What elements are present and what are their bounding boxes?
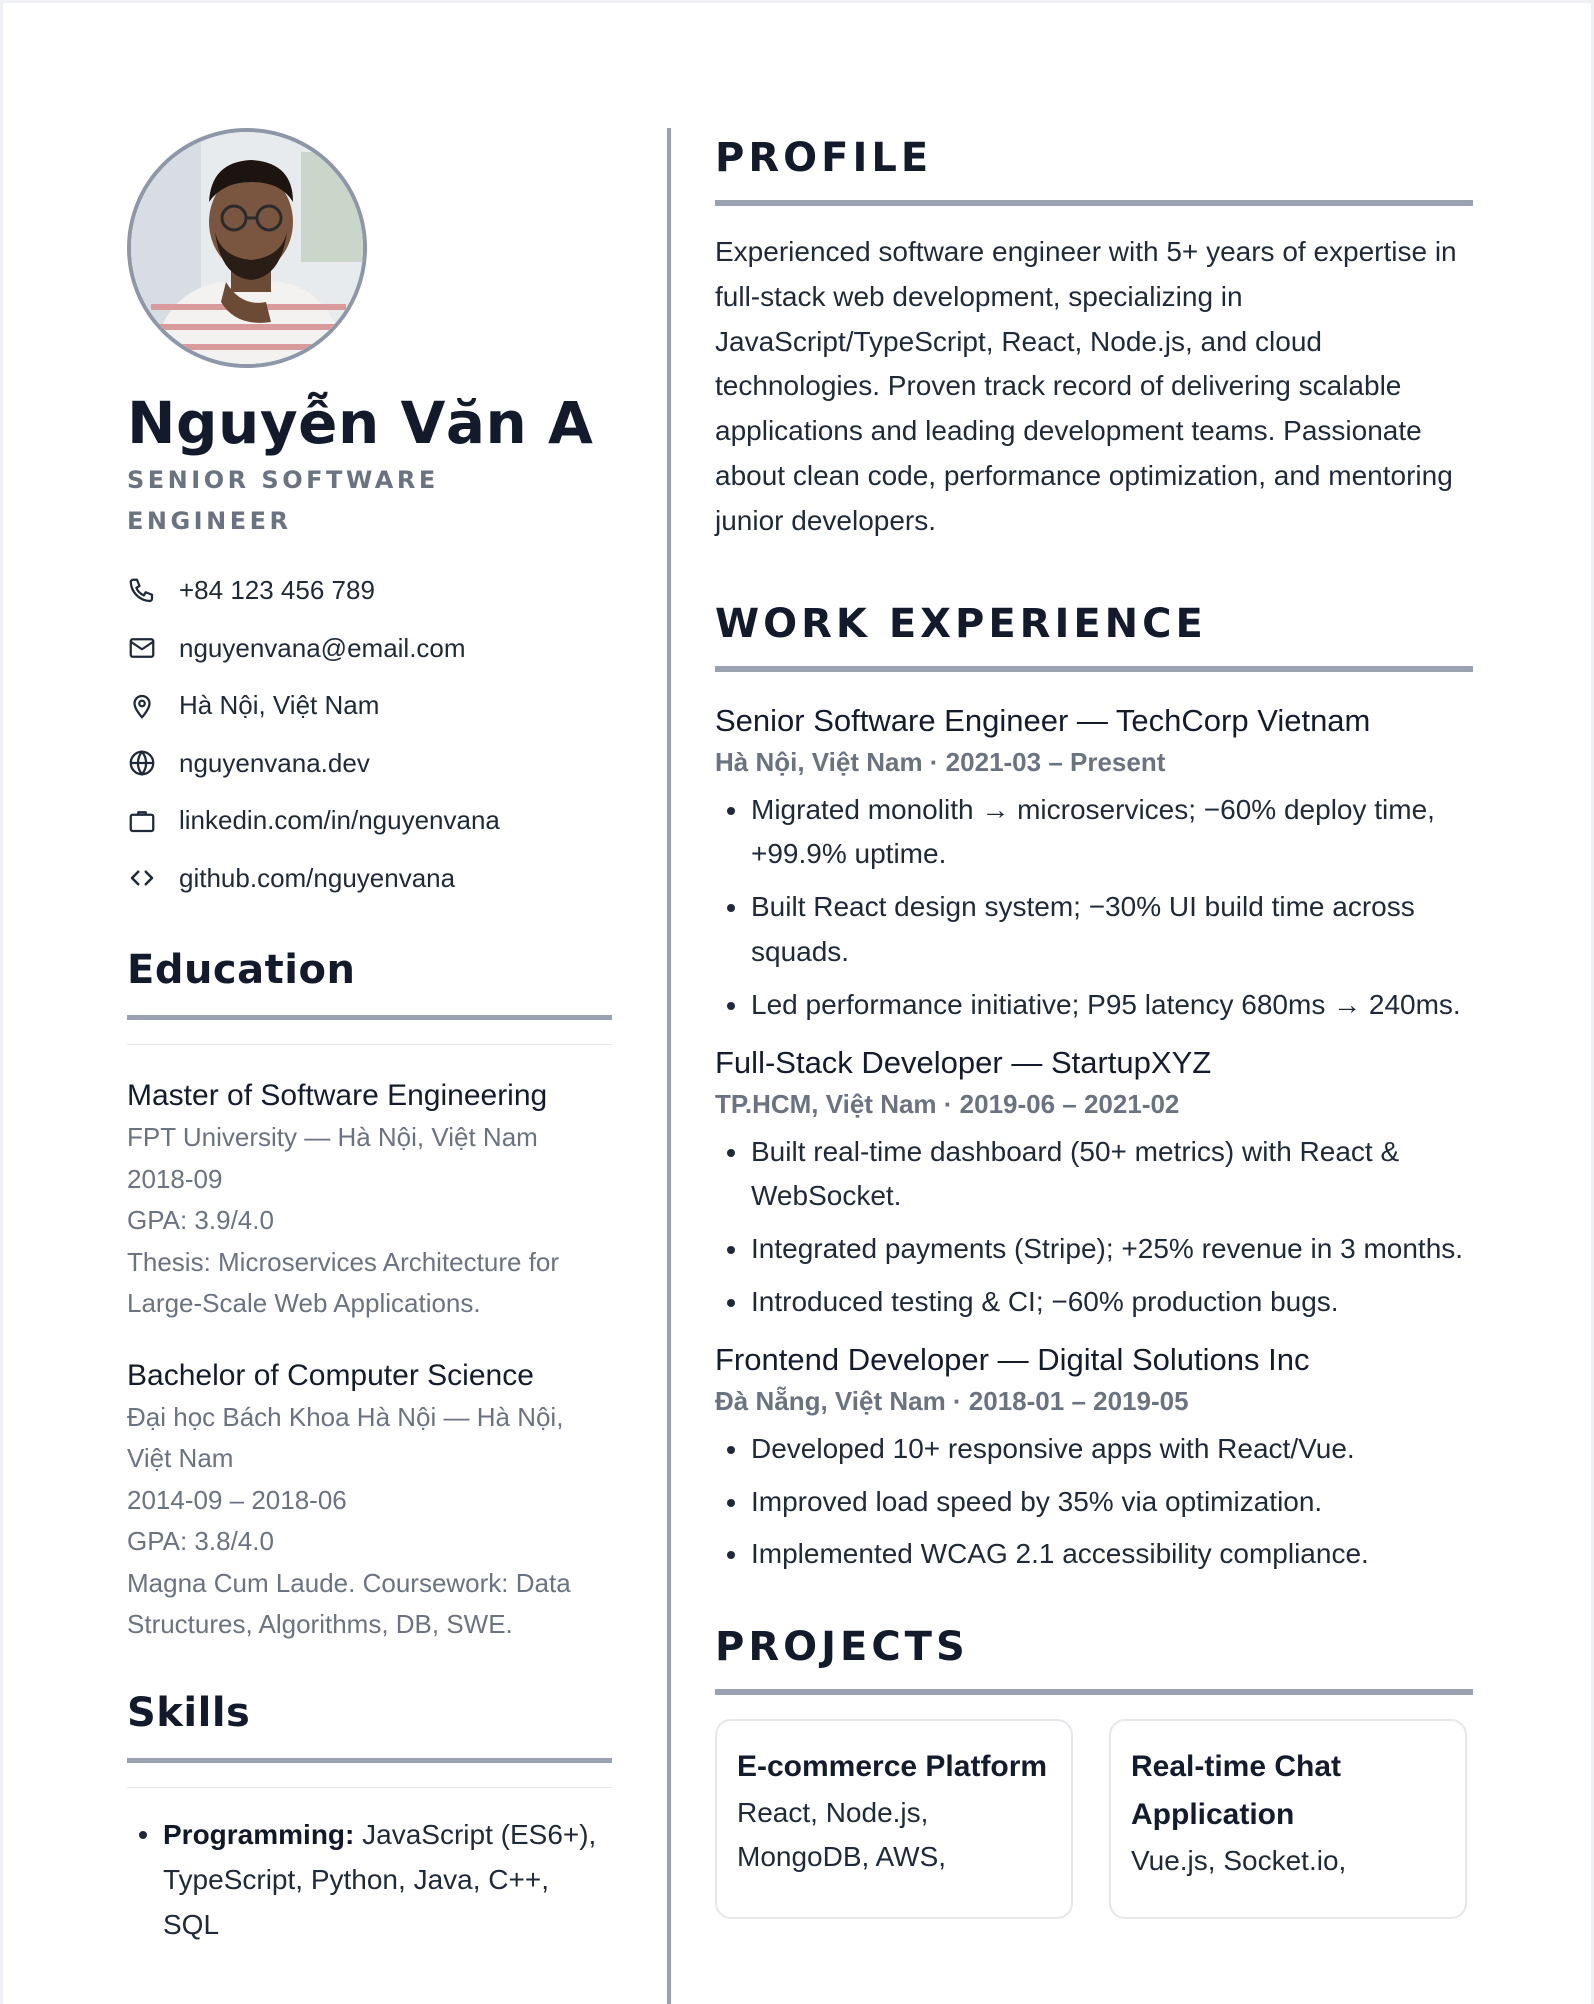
profile-photo xyxy=(127,128,367,368)
full-name: Nguyễn Văn A xyxy=(127,389,594,457)
job-title: SENIOR SOFTWARE ENGINEER xyxy=(127,466,439,535)
contact-text: +84 123 456 789 xyxy=(179,575,375,606)
job-bullet: Migrated monolith → microservices; −60% deploy time, +99.9% uptime. xyxy=(715,788,1473,878)
edu-gpa: GPA: 3.8/4.0 xyxy=(127,1526,274,1556)
mail-icon xyxy=(127,633,157,663)
profile-heading: PROFILE xyxy=(715,135,933,181)
project-name: Real-time Chat Application xyxy=(1131,1750,1342,1832)
contact-list xyxy=(127,562,612,907)
edu-note: Magna Cum Laude. Coursework: Data Structures, Algorithms, DB, SWE. xyxy=(127,1567,571,1639)
section-rule xyxy=(715,666,1473,672)
section-rule xyxy=(127,1015,612,1020)
edu-school: FPT University — Hà Nội, Việt Nam xyxy=(127,1122,538,1152)
job-bullet: Integrated payments (Stripe); +25% revenue in 3 months. xyxy=(715,1227,1473,1272)
job-bullet: Built React design system; −30% UI build time across squads. xyxy=(715,885,1473,975)
job-bullets xyxy=(715,1130,1473,1325)
left-column xyxy=(127,128,612,1947)
location-pin-icon xyxy=(127,691,157,721)
skills-list xyxy=(127,1812,612,1947)
project-card xyxy=(715,1719,1073,1919)
contact-website[interactable] xyxy=(127,735,612,793)
contact-text: Hà Nội, Việt Nam xyxy=(179,690,380,721)
job-bullets xyxy=(715,788,1473,1028)
job-entry xyxy=(715,700,1473,1028)
contact-text: github.com/nguyenvana xyxy=(179,862,456,893)
project-tech: React, Node.js, MongoDB, AWS, xyxy=(737,1797,947,1873)
project-tech: Vue.js, Socket.io, xyxy=(1131,1845,1347,1877)
skill-item xyxy=(127,1812,612,1947)
resume-page xyxy=(3,3,1591,2004)
skills-heading: Skills xyxy=(127,1689,251,1736)
skill-label: Programming: xyxy=(163,1818,355,1850)
job-bullet: Led performance initiative; P95 latency 680ms → 240ms. xyxy=(715,983,1473,1028)
edu-school: Đại học Bách Khoa Hà Nội — Hà Nội, Việt Nam xyxy=(127,1401,564,1473)
job-role: Full-Stack Developer — StartupXYZ xyxy=(715,1044,1212,1080)
edu-dates: 2014-09 – 2018-06 xyxy=(127,1484,347,1515)
edu-degree: Bachelor of Computer Science xyxy=(127,1358,534,1392)
column-divider xyxy=(667,128,671,2004)
projects-heading: PROJECTS xyxy=(715,1624,969,1671)
job-bullet: Introduced testing & CI; −60% production bugs. xyxy=(715,1280,1473,1325)
education-heading: Education xyxy=(127,947,356,993)
project-name: E-commerce Platform xyxy=(737,1750,1048,1784)
education-item xyxy=(127,1355,612,1646)
job-meta: TP.HCM, Việt Nam · 2019-06 – 2021-02 xyxy=(715,1088,1180,1119)
job-bullet: Implemented WCAG 2.1 accessibility compliance. xyxy=(715,1532,1473,1577)
skill-value: JavaScript (ES6+), TypeScript, Python, Java, C++, SQL xyxy=(163,1818,597,1940)
globe-icon xyxy=(127,748,157,778)
section-rule xyxy=(127,1758,612,1763)
job-meta: Đà Nẵng, Việt Nam · 2018-01 – 2019-05 xyxy=(715,1385,1189,1416)
contact-email[interactable] xyxy=(127,620,612,678)
job-entry xyxy=(715,1339,1473,1577)
profile-summary: Experienced software engineer with 5+ years of expertise in full-stack web development, specializing in JavaScript/TypeScript, React, Node.js, and cloud technologies. Proven track record of delivering scalable applications and leading development teams. Passionate about clean code, performance optimization, and mentoring junior developers. xyxy=(715,236,1457,536)
job-bullets xyxy=(715,1427,1473,1577)
edu-note: Thesis: Microservices Architecture for Large-Scale Web Applications. xyxy=(127,1246,560,1318)
contact-linkedin[interactable] xyxy=(127,792,612,850)
code-icon xyxy=(127,863,157,893)
project-list xyxy=(715,1719,1473,1919)
contact-github[interactable] xyxy=(127,850,612,908)
edu-gpa: GPA: 3.9/4.0 xyxy=(127,1205,274,1235)
briefcase-icon xyxy=(127,806,157,836)
job-bullet: Improved load speed by 35% via optimization. xyxy=(715,1480,1473,1525)
job-entry xyxy=(715,1042,1473,1325)
experience-heading: WORK EXPERIENCE xyxy=(715,600,1207,647)
section-rule xyxy=(715,1689,1473,1695)
contact-text: nguyenvana@email.com xyxy=(179,632,466,663)
section-rule-thin xyxy=(127,1787,612,1788)
project-card xyxy=(1109,1719,1467,1919)
edu-dates: 2018-09 xyxy=(127,1163,223,1194)
contact-location xyxy=(127,677,612,735)
section-rule xyxy=(715,200,1473,206)
contact-text: nguyenvana.dev xyxy=(179,747,370,778)
phone-icon xyxy=(127,576,157,606)
contact-text: linkedin.com/in/nguyenvana xyxy=(179,805,500,836)
section-rule-thin xyxy=(127,1044,612,1045)
job-bullet: Developed 10+ responsive apps with React/Vue. xyxy=(715,1427,1473,1472)
contact-phone[interactable] xyxy=(127,562,612,620)
job-role: Senior Software Engineer — TechCorp Vietnam xyxy=(715,702,1371,738)
job-role: Frontend Developer — Digital Solutions Inc xyxy=(715,1341,1310,1377)
edu-degree: Master of Software Engineering xyxy=(127,1079,548,1112)
job-bullet: Built real-time dashboard (50+ metrics) with React & WebSocket. xyxy=(715,1130,1473,1220)
job-meta: Hà Nội, Việt Nam · 2021-03 – Present xyxy=(715,746,1166,777)
education-item xyxy=(127,1075,612,1325)
right-column xyxy=(715,128,1473,1919)
